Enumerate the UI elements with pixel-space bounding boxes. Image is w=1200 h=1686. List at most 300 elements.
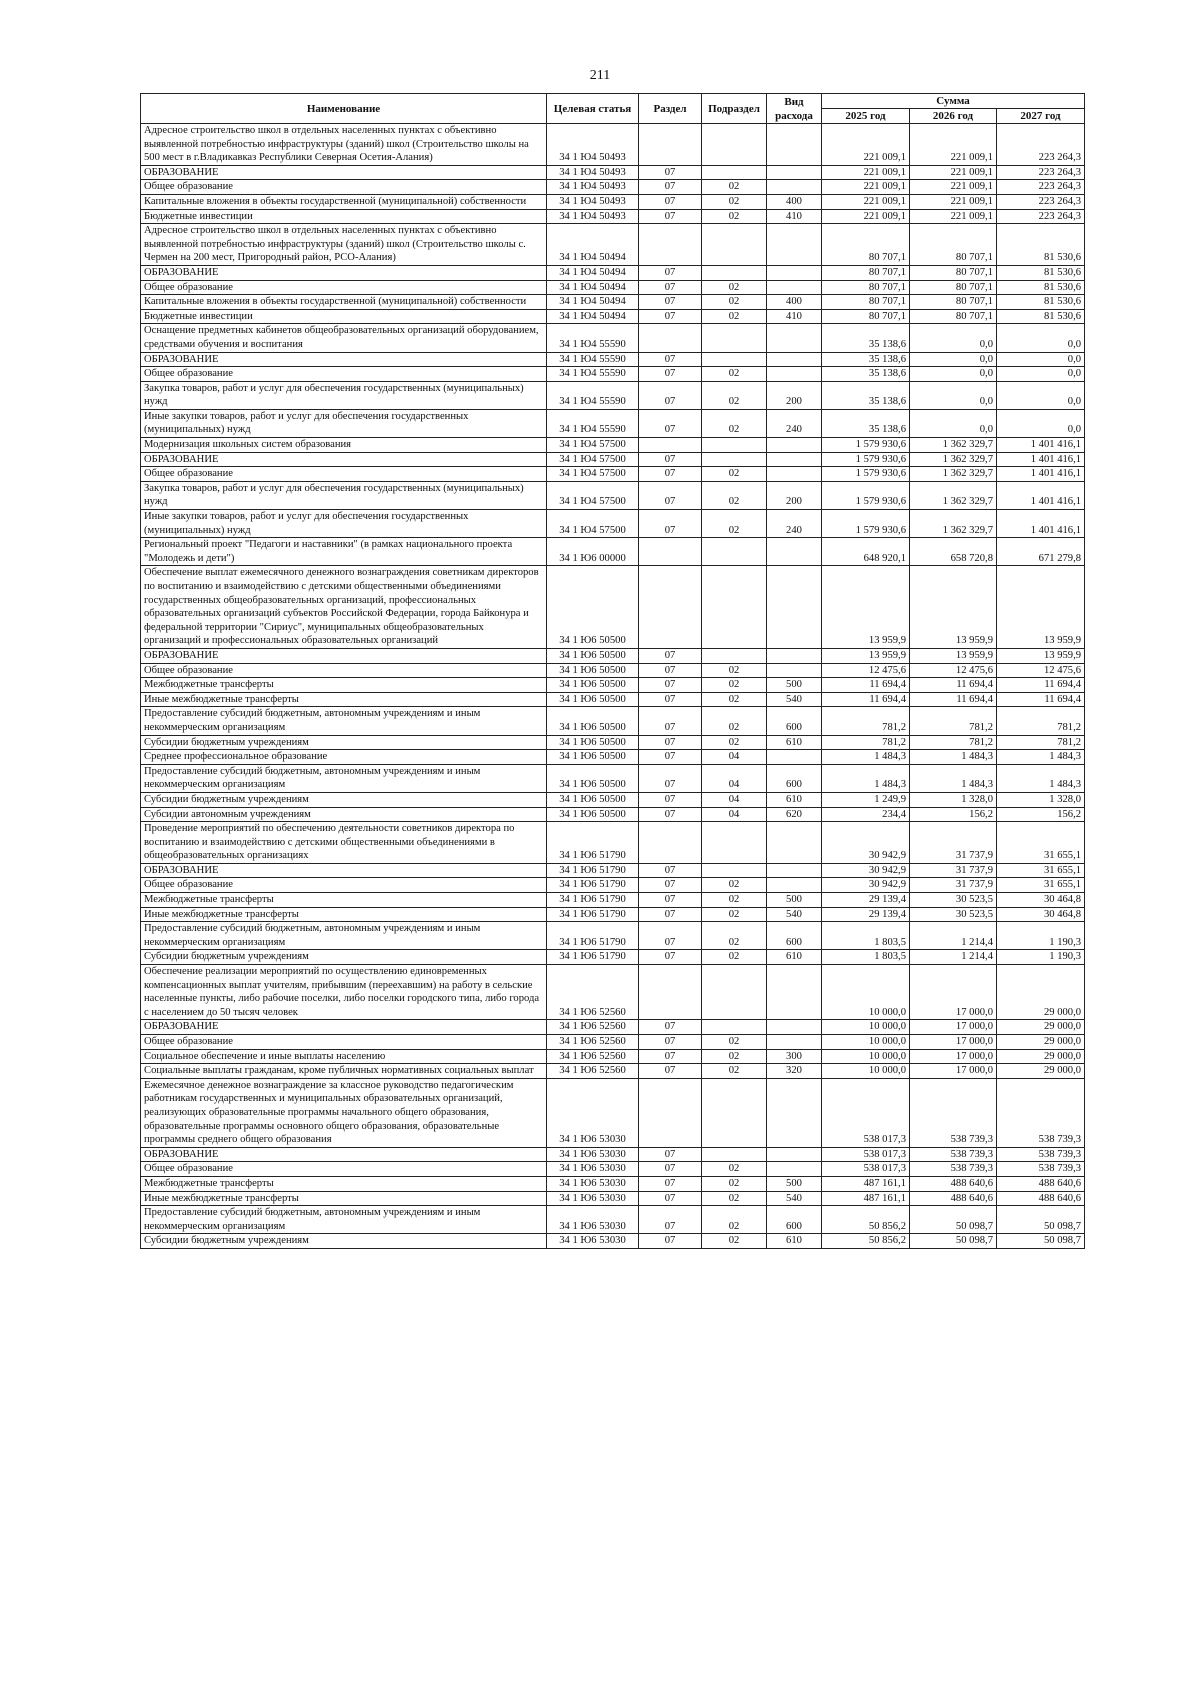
cell-section: 07 <box>639 735 702 750</box>
cell-2025: 35 138,6 <box>822 352 910 367</box>
cell-target: 34 1 Ю6 50500 <box>547 807 639 822</box>
cell-target: 34 1 Ю4 50494 <box>547 309 639 324</box>
cell-name: Общее образование <box>141 367 547 382</box>
cell-expense-type <box>767 1035 822 1050</box>
cell-2025: 1 579 930,6 <box>822 510 910 538</box>
cell-section: 07 <box>639 764 702 792</box>
table-row <box>141 324 1085 352</box>
cell-2025: 221 009,1 <box>822 194 910 209</box>
cell-target: 34 1 Ю6 53030 <box>547 1176 639 1191</box>
cell-target: 34 1 Ю6 51790 <box>547 907 639 922</box>
table-row <box>141 409 1085 437</box>
cell-expense-type: 400 <box>767 194 822 209</box>
cell-name: Модернизация школьных систем образования <box>141 438 547 453</box>
cell-expense-type: 410 <box>767 209 822 224</box>
cell-name: Межбюджетные трансферты <box>141 1176 547 1191</box>
cell-2026: 13 959,9 <box>910 566 997 649</box>
cell-target: 34 1 Ю6 50500 <box>547 692 639 707</box>
cell-expense-type: 610 <box>767 792 822 807</box>
table-row <box>141 538 1085 566</box>
cell-name: Адресное строительство школ в отдельных населенных пунктах с объективно выявленной потребностью инфраструктуры (зданий) школ (Строительство школы с. Чермен на 200 мест, Пригородный район, РСО-Алания) <box>141 224 547 266</box>
cell-2027: 488 640,6 <box>997 1176 1085 1191</box>
cell-subsection <box>702 965 767 1020</box>
cell-target: 34 1 Ю6 50500 <box>547 707 639 735</box>
cell-name: Бюджетные инвестиции <box>141 309 547 324</box>
cell-target: 34 1 Ю6 53030 <box>547 1162 639 1177</box>
cell-expense-type <box>767 124 822 166</box>
cell-section: 07 <box>639 907 702 922</box>
cell-target: 34 1 Ю4 50493 <box>547 165 639 180</box>
cell-2026: 0,0 <box>910 352 997 367</box>
cell-2027: 81 530,6 <box>997 224 1085 266</box>
cell-2026: 1 484,3 <box>910 764 997 792</box>
cell-2026: 17 000,0 <box>910 1049 997 1064</box>
table-row <box>141 950 1085 965</box>
cell-target: 34 1 Ю6 53030 <box>547 1234 639 1249</box>
cell-2027: 0,0 <box>997 381 1085 409</box>
cell-name: ОБРАЗОВАНИЕ <box>141 1147 547 1162</box>
cell-name: Обеспечение выплат ежемесячного денежного вознаграждения советникам директоров по воспитанию и взаимодействию с детскими общественными объединениями государственных общеобразовательных организаций, профессиональных образовательных организаций субъектов Российской Федерации, города Байконура и федеральной территории "Сириус", муниципальных общеобразовательных организаций и профессиональных образовательных организаций <box>141 566 547 649</box>
cell-expense-type <box>767 1162 822 1177</box>
cell-2026: 17 000,0 <box>910 1064 997 1079</box>
cell-expense-type: 410 <box>767 309 822 324</box>
cell-expense-type: 240 <box>767 409 822 437</box>
cell-subsection: 02 <box>702 280 767 295</box>
cell-target: 34 1 Ю4 50493 <box>547 180 639 195</box>
cell-name: Региональный проект "Педагоги и наставники" (в рамках национального проекта "Молодежь и дети") <box>141 538 547 566</box>
cell-section: 07 <box>639 381 702 409</box>
cell-2027: 50 098,7 <box>997 1206 1085 1234</box>
cell-name: Социальное обеспечение и иные выплаты населению <box>141 1049 547 1064</box>
cell-expense-type: 540 <box>767 692 822 707</box>
cell-target: 34 1 Ю6 52560 <box>547 1064 639 1079</box>
cell-expense-type <box>767 566 822 649</box>
table-row <box>141 965 1085 1020</box>
cell-section: 07 <box>639 265 702 280</box>
cell-2026: 488 640,6 <box>910 1191 997 1206</box>
table-row <box>141 764 1085 792</box>
cell-expense-type: 600 <box>767 922 822 950</box>
cell-2025: 487 161,1 <box>822 1191 910 1206</box>
cell-2026: 1 362 329,7 <box>910 467 997 482</box>
cell-subsection <box>702 863 767 878</box>
cell-2025: 538 017,3 <box>822 1147 910 1162</box>
table-row <box>141 566 1085 649</box>
cell-2026: 80 707,1 <box>910 295 997 310</box>
cell-name: Капитальные вложения в объекты государственной (муниципальной) собственности <box>141 295 547 310</box>
table-row <box>141 180 1085 195</box>
header-2027: 2027 год <box>997 109 1085 124</box>
cell-subsection: 02 <box>702 180 767 195</box>
cell-2025: 1 579 930,6 <box>822 438 910 453</box>
cell-expense-type <box>767 1020 822 1035</box>
cell-expense-type: 300 <box>767 1049 822 1064</box>
cell-target: 34 1 Ю6 52560 <box>547 1035 639 1050</box>
cell-target: 34 1 Ю6 52560 <box>547 1020 639 1035</box>
cell-2026: 30 523,5 <box>910 893 997 908</box>
table-row <box>141 1049 1085 1064</box>
cell-section <box>639 538 702 566</box>
cell-name: Общее образование <box>141 467 547 482</box>
cell-2025: 1 579 930,6 <box>822 467 910 482</box>
cell-expense-type <box>767 438 822 453</box>
cell-name: Закупка товаров, работ и услуг для обеспечения государственных (муниципальных) нужд <box>141 381 547 409</box>
cell-target: 34 1 Ю6 51790 <box>547 878 639 893</box>
cell-2027: 223 264,3 <box>997 209 1085 224</box>
cell-2026: 156,2 <box>910 807 997 822</box>
table-row <box>141 922 1085 950</box>
cell-2027: 31 655,1 <box>997 878 1085 893</box>
cell-subsection <box>702 1147 767 1162</box>
cell-2026: 17 000,0 <box>910 1020 997 1035</box>
table-row <box>141 1162 1085 1177</box>
cell-expense-type: 240 <box>767 510 822 538</box>
cell-expense-type: 320 <box>767 1064 822 1079</box>
cell-name: ОБРАЗОВАНИЕ <box>141 452 547 467</box>
cell-target: 34 1 Ю6 50500 <box>547 764 639 792</box>
cell-2025: 1 803,5 <box>822 950 910 965</box>
cell-expense-type: 400 <box>767 295 822 310</box>
cell-2026: 11 694,4 <box>910 678 997 693</box>
header-2026: 2026 год <box>910 109 997 124</box>
cell-target: 34 1 Ю6 50500 <box>547 678 639 693</box>
cell-section: 07 <box>639 1147 702 1162</box>
cell-2025: 1 484,3 <box>822 764 910 792</box>
cell-target: 34 1 Ю4 57500 <box>547 452 639 467</box>
cell-name: ОБРАЗОВАНИЕ <box>141 165 547 180</box>
cell-2026: 781,2 <box>910 735 997 750</box>
header-2025: 2025 год <box>822 109 910 124</box>
table-row <box>141 194 1085 209</box>
cell-2027: 0,0 <box>997 409 1085 437</box>
cell-name: Общее образование <box>141 878 547 893</box>
cell-target: 34 1 Ю4 55590 <box>547 381 639 409</box>
cell-expense-type <box>767 467 822 482</box>
cell-subsection <box>702 822 767 864</box>
cell-section: 07 <box>639 452 702 467</box>
cell-subsection <box>702 352 767 367</box>
cell-2025: 10 000,0 <box>822 1049 910 1064</box>
cell-2025: 221 009,1 <box>822 124 910 166</box>
cell-target: 34 1 Ю6 50500 <box>547 735 639 750</box>
cell-expense-type <box>767 265 822 280</box>
cell-target: 34 1 Ю4 55590 <box>547 409 639 437</box>
cell-subsection <box>702 265 767 280</box>
cell-2025: 10 000,0 <box>822 1035 910 1050</box>
cell-subsection: 02 <box>702 707 767 735</box>
cell-2026: 13 959,9 <box>910 648 997 663</box>
cell-name: Иные межбюджетные трансферты <box>141 1191 547 1206</box>
cell-2027: 1 190,3 <box>997 950 1085 965</box>
cell-expense-type: 500 <box>767 1176 822 1191</box>
cell-2025: 13 959,9 <box>822 648 910 663</box>
cell-2027: 29 000,0 <box>997 965 1085 1020</box>
cell-2026: 12 475,6 <box>910 663 997 678</box>
cell-section: 07 <box>639 950 702 965</box>
cell-2026: 1 328,0 <box>910 792 997 807</box>
cell-2027: 538 739,3 <box>997 1078 1085 1147</box>
cell-2027: 12 475,6 <box>997 663 1085 678</box>
cell-2026: 50 098,7 <box>910 1234 997 1249</box>
table-row <box>141 510 1085 538</box>
cell-2025: 35 138,6 <box>822 367 910 382</box>
cell-name: Межбюджетные трансферты <box>141 893 547 908</box>
cell-2026: 1 214,4 <box>910 950 997 965</box>
cell-2026: 1 362 329,7 <box>910 438 997 453</box>
cell-2025: 29 139,4 <box>822 907 910 922</box>
cell-target: 34 1 Ю6 00000 <box>547 538 639 566</box>
table-row <box>141 209 1085 224</box>
cell-section: 07 <box>639 692 702 707</box>
cell-subsection: 04 <box>702 807 767 822</box>
cell-2025: 1 484,3 <box>822 750 910 765</box>
cell-section: 07 <box>639 893 702 908</box>
cell-section: 07 <box>639 1035 702 1050</box>
cell-2025: 1 249,9 <box>822 792 910 807</box>
cell-target: 34 1 Ю6 50500 <box>547 566 639 649</box>
cell-2027: 31 655,1 <box>997 822 1085 864</box>
cell-expense-type <box>767 1078 822 1147</box>
cell-section: 07 <box>639 1206 702 1234</box>
table-header <box>141 94 1085 124</box>
cell-name: Адресное строительство школ в отдельных населенных пунктах с объективно выявленной потребностью инфраструктуры (зданий) школ (Строительство школы на 500 мест в г.Владикавказ Республики Северная Осетия-Алания) <box>141 124 547 166</box>
cell-2027: 1 484,3 <box>997 764 1085 792</box>
cell-subsection: 02 <box>702 367 767 382</box>
page-number: 211 <box>589 68 611 83</box>
cell-expense-type: 500 <box>767 678 822 693</box>
table-row <box>141 309 1085 324</box>
cell-subsection: 02 <box>702 1049 767 1064</box>
cell-2025: 50 856,2 <box>822 1234 910 1249</box>
cell-name: Ежемесячное денежное вознаграждение за классное руководство педагогическим работникам государственных и муниципальных образовательных организаций, реализующих образовательные программы начального общего образования, образовательные программы основного общего образования, образовательные программы среднего общего образования <box>141 1078 547 1147</box>
cell-expense-type: 500 <box>767 893 822 908</box>
cell-expense-type <box>767 280 822 295</box>
cell-2027: 29 000,0 <box>997 1064 1085 1079</box>
cell-2027: 538 739,3 <box>997 1147 1085 1162</box>
cell-2025: 11 694,4 <box>822 678 910 693</box>
cell-subsection <box>702 538 767 566</box>
cell-2026: 1 362 329,7 <box>910 481 997 509</box>
table-row <box>141 165 1085 180</box>
cell-name: Общее образование <box>141 663 547 678</box>
cell-section: 07 <box>639 1191 702 1206</box>
cell-2026: 50 098,7 <box>910 1206 997 1234</box>
cell-2027: 223 264,3 <box>997 180 1085 195</box>
cell-2027: 1 401 416,1 <box>997 467 1085 482</box>
cell-2025: 221 009,1 <box>822 209 910 224</box>
cell-expense-type: 620 <box>767 807 822 822</box>
cell-target: 34 1 Ю4 50494 <box>547 265 639 280</box>
cell-2025: 1 803,5 <box>822 922 910 950</box>
cell-target: 34 1 Ю6 51790 <box>547 950 639 965</box>
cell-2026: 31 737,9 <box>910 878 997 893</box>
table-row <box>141 452 1085 467</box>
table-row <box>141 1035 1085 1050</box>
cell-section: 07 <box>639 367 702 382</box>
table-row <box>141 265 1085 280</box>
table-row <box>141 224 1085 266</box>
cell-2025: 234,4 <box>822 807 910 822</box>
cell-section: 07 <box>639 678 702 693</box>
cell-subsection <box>702 648 767 663</box>
cell-2027: 781,2 <box>997 707 1085 735</box>
cell-2027: 81 530,6 <box>997 280 1085 295</box>
cell-section: 07 <box>639 1176 702 1191</box>
cell-2025: 538 017,3 <box>822 1078 910 1147</box>
table-row <box>141 295 1085 310</box>
cell-section: 07 <box>639 295 702 310</box>
table-row <box>141 878 1085 893</box>
cell-section: 07 <box>639 165 702 180</box>
cell-name: ОБРАЗОВАНИЕ <box>141 1020 547 1035</box>
cell-2027: 1 484,3 <box>997 750 1085 765</box>
cell-section: 07 <box>639 209 702 224</box>
cell-2026: 538 739,3 <box>910 1147 997 1162</box>
cell-expense-type <box>767 367 822 382</box>
cell-target: 34 1 Ю4 50494 <box>547 224 639 266</box>
cell-subsection: 02 <box>702 194 767 209</box>
cell-2026: 658 720,8 <box>910 538 997 566</box>
cell-2025: 80 707,1 <box>822 309 910 324</box>
cell-2027: 81 530,6 <box>997 295 1085 310</box>
cell-name: ОБРАЗОВАНИЕ <box>141 648 547 663</box>
cell-2027: 1 401 416,1 <box>997 438 1085 453</box>
cell-2025: 12 475,6 <box>822 663 910 678</box>
cell-2027: 29 000,0 <box>997 1035 1085 1050</box>
cell-subsection: 02 <box>702 381 767 409</box>
cell-target: 34 1 Ю6 51790 <box>547 893 639 908</box>
cell-name: Иные межбюджетные трансферты <box>141 692 547 707</box>
cell-target: 34 1 Ю6 53030 <box>547 1206 639 1234</box>
cell-2027: 29 000,0 <box>997 1020 1085 1035</box>
cell-subsection: 02 <box>702 1162 767 1177</box>
cell-section: 07 <box>639 807 702 822</box>
cell-2025: 35 138,6 <box>822 324 910 352</box>
table-row <box>141 692 1085 707</box>
cell-section <box>639 566 702 649</box>
table-row <box>141 1234 1085 1249</box>
cell-target: 34 1 Ю4 57500 <box>547 467 639 482</box>
cell-subsection: 02 <box>702 1191 767 1206</box>
cell-2026: 221 009,1 <box>910 194 997 209</box>
cell-target: 34 1 Ю4 50493 <box>547 194 639 209</box>
cell-subsection: 02 <box>702 1064 767 1079</box>
cell-2025: 10 000,0 <box>822 1064 910 1079</box>
table-row <box>141 367 1085 382</box>
cell-section: 07 <box>639 922 702 950</box>
cell-2026: 80 707,1 <box>910 309 997 324</box>
cell-expense-type: 600 <box>767 764 822 792</box>
cell-2025: 10 000,0 <box>822 1020 910 1035</box>
cell-2027: 223 264,3 <box>997 194 1085 209</box>
cell-subsection: 02 <box>702 481 767 509</box>
cell-expense-type <box>767 538 822 566</box>
cell-2026: 221 009,1 <box>910 209 997 224</box>
cell-expense-type <box>767 352 822 367</box>
cell-subsection: 02 <box>702 907 767 922</box>
cell-section: 07 <box>639 648 702 663</box>
cell-2026: 0,0 <box>910 324 997 352</box>
cell-expense-type <box>767 452 822 467</box>
cell-2025: 1 579 930,6 <box>822 481 910 509</box>
cell-subsection: 04 <box>702 750 767 765</box>
cell-expense-type: 200 <box>767 481 822 509</box>
cell-name: Предоставление субсидий бюджетным, автономным учреждениям и иным некоммерческим организациям <box>141 1206 547 1234</box>
table-row <box>141 352 1085 367</box>
cell-target: 34 1 Ю4 57500 <box>547 481 639 509</box>
cell-2025: 35 138,6 <box>822 381 910 409</box>
cell-section: 07 <box>639 1234 702 1249</box>
table-row <box>141 280 1085 295</box>
cell-section: 07 <box>639 481 702 509</box>
cell-subsection: 02 <box>702 1176 767 1191</box>
cell-name: Субсидии бюджетным учреждениям <box>141 950 547 965</box>
cell-2027: 0,0 <box>997 324 1085 352</box>
cell-expense-type <box>767 863 822 878</box>
cell-2027: 1 190,3 <box>997 922 1085 950</box>
cell-subsection <box>702 324 767 352</box>
cell-subsection <box>702 224 767 266</box>
cell-2025: 30 942,9 <box>822 863 910 878</box>
cell-expense-type: 610 <box>767 1234 822 1249</box>
cell-section <box>639 324 702 352</box>
cell-2027: 1 401 416,1 <box>997 481 1085 509</box>
cell-2025: 80 707,1 <box>822 295 910 310</box>
cell-2027: 156,2 <box>997 807 1085 822</box>
cell-target: 34 1 Ю4 50493 <box>547 209 639 224</box>
table-row <box>141 678 1085 693</box>
cell-expense-type <box>767 648 822 663</box>
cell-section: 07 <box>639 1064 702 1079</box>
cell-subsection <box>702 452 767 467</box>
cell-section: 07 <box>639 352 702 367</box>
cell-expense-type <box>767 224 822 266</box>
cell-expense-type <box>767 750 822 765</box>
cell-2027: 223 264,3 <box>997 124 1085 166</box>
cell-name: Субсидии бюджетным учреждениям <box>141 735 547 750</box>
cell-target: 34 1 Ю6 50500 <box>547 648 639 663</box>
cell-name: Общее образование <box>141 280 547 295</box>
cell-2027: 11 694,4 <box>997 692 1085 707</box>
table-row <box>141 863 1085 878</box>
cell-2025: 781,2 <box>822 707 910 735</box>
cell-2027: 29 000,0 <box>997 1049 1085 1064</box>
table-row <box>141 1064 1085 1079</box>
cell-2026: 31 737,9 <box>910 822 997 864</box>
table-row <box>141 1020 1085 1035</box>
table-row <box>141 648 1085 663</box>
table-row <box>141 893 1085 908</box>
cell-target: 34 1 Ю4 57500 <box>547 438 639 453</box>
cell-name: Иные межбюджетные трансферты <box>141 907 547 922</box>
cell-name: Общее образование <box>141 1162 547 1177</box>
cell-name: Предоставление субсидий бюджетным, автономным учреждениям и иным некоммерческим организациям <box>141 764 547 792</box>
cell-expense-type <box>767 663 822 678</box>
cell-2027: 0,0 <box>997 367 1085 382</box>
cell-expense-type: 600 <box>767 1206 822 1234</box>
cell-section: 07 <box>639 1162 702 1177</box>
cell-2025: 30 942,9 <box>822 878 910 893</box>
cell-target: 34 1 Ю6 52560 <box>547 965 639 1020</box>
cell-2026: 0,0 <box>910 367 997 382</box>
cell-2027: 1 328,0 <box>997 792 1085 807</box>
table-row <box>141 792 1085 807</box>
table-row <box>141 750 1085 765</box>
cell-name: ОБРАЗОВАНИЕ <box>141 265 547 280</box>
cell-2026: 221 009,1 <box>910 180 997 195</box>
cell-target: 34 1 Ю4 55590 <box>547 367 639 382</box>
cell-2027: 50 098,7 <box>997 1234 1085 1249</box>
